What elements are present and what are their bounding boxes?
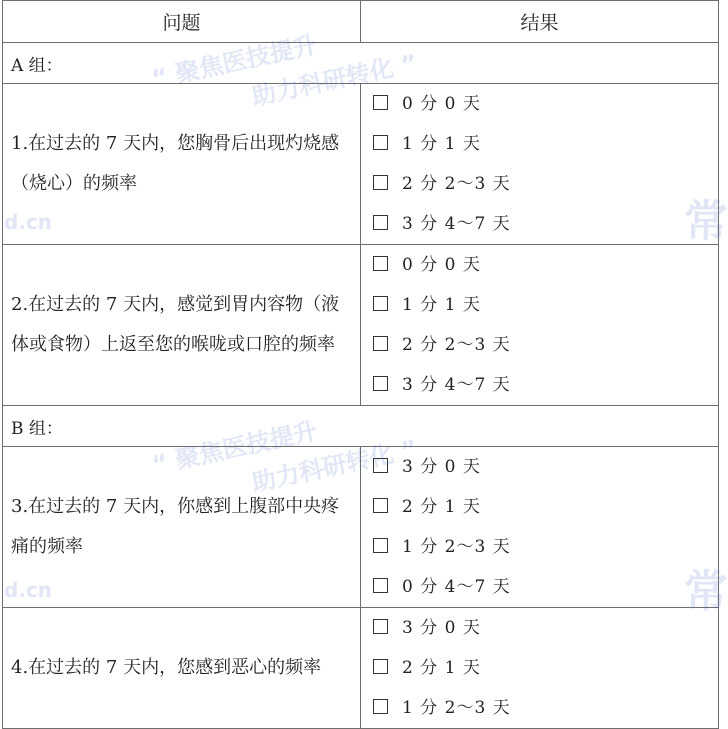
option-checkbox[interactable] [361,285,718,325]
question-row-2 [3,245,719,406]
checkbox-icon[interactable] [373,619,388,634]
header-row [3,1,719,43]
option-checkbox[interactable] [361,124,718,164]
question-text-4: 4.在过去的 7 天内，您感到恶心的频率 [3,608,361,729]
options-1 [361,84,719,245]
checkbox-icon[interactable] [373,578,388,593]
group-label-a: A 组： [3,43,719,84]
option-label: 3 分 4～7 天 [402,375,511,395]
option-checkbox[interactable] [361,648,718,688]
group-row-b [3,406,719,447]
option-checkbox[interactable] [361,84,718,124]
checkbox-icon[interactable] [373,95,388,110]
option-label: 1 分 1 天 [402,134,481,154]
checkbox-icon[interactable] [373,699,388,714]
question-row-3 [3,447,719,608]
options-3 [361,447,719,608]
checkbox-icon[interactable] [373,336,388,351]
question-text-2: 2.在过去的 7 天内，感觉到胃内容物（液体或食物）上返至您的喉咙或口腔的频率 [3,245,361,406]
option-checkbox[interactable] [361,204,718,244]
checkbox-icon[interactable] [373,256,388,271]
watermark-slogan-line2: 助力科研转化 ” [249,48,420,112]
option-label: 1 分 2～3 天 [402,698,511,718]
checkbox-icon[interactable] [373,296,388,311]
checkbox-icon[interactable] [373,376,388,391]
option-label: 1 分 1 天 [402,295,481,315]
checkbox-icon[interactable] [373,215,388,230]
question-row-4 [3,608,719,729]
option-checkbox[interactable] [361,608,718,648]
option-label: 3 分 4～7 天 [402,214,511,234]
option-checkbox[interactable] [361,164,718,204]
watermark-side-text-b: d.cn [4,578,53,602]
checkbox-icon[interactable] [373,458,388,473]
option-checkbox[interactable] [361,365,718,405]
option-label: 2 分 1 天 [402,497,481,517]
option-label: 2 分 2～3 天 [402,335,511,355]
option-checkbox[interactable] [361,567,718,607]
option-label: 1 分 2～3 天 [402,537,511,557]
option-label: 0 分 0 天 [402,94,481,114]
option-checkbox[interactable] [361,245,718,285]
watermark-slogan-line2-b: 助力科研转化 ” [249,434,420,498]
question-text-3: 3.在过去的 7 天内，你感到上腹部中央疼痛的频率 [3,447,361,608]
watermark-logo: 常 [684,196,728,247]
option-label: 2 分 2～3 天 [402,174,511,194]
group-row-a [3,43,719,84]
option-checkbox[interactable] [361,325,718,365]
checkbox-icon[interactable] [373,135,388,150]
option-label: 0 分 4～7 天 [402,577,511,597]
header-question: 问题 [3,1,361,43]
option-label: 2 分 1 天 [402,658,481,678]
options-4 [361,608,719,729]
options-2 [361,245,719,406]
watermark-logo-b: 常 [684,566,728,617]
option-checkbox[interactable] [361,527,718,567]
watermark-slogan-line1-b: “ 聚焦医技提升 [149,416,320,480]
option-checkbox[interactable] [361,487,718,527]
question-text-1: 1.在过去的 7 天内，您胸骨后出现灼烧感（烧心）的频率 [3,84,361,245]
checkbox-icon[interactable] [373,659,388,674]
header-result: 结果 [361,1,719,43]
questionnaire-table [2,0,719,729]
checkbox-icon[interactable] [373,538,388,553]
option-label: 0 分 0 天 [402,255,481,275]
question-row-1 [3,84,719,245]
option-label: 3 分 0 天 [402,618,481,638]
option-label: 3 分 0 天 [402,457,481,477]
option-checkbox[interactable] [361,447,718,487]
checkbox-icon[interactable] [373,175,388,190]
group-label-b: B 组： [3,406,719,447]
checkbox-icon[interactable] [373,498,388,513]
option-checkbox[interactable] [361,688,718,728]
watermark-side-text: d.cn [4,210,53,234]
watermark-slogan-line1: “ 聚焦医技提升 [149,30,320,94]
